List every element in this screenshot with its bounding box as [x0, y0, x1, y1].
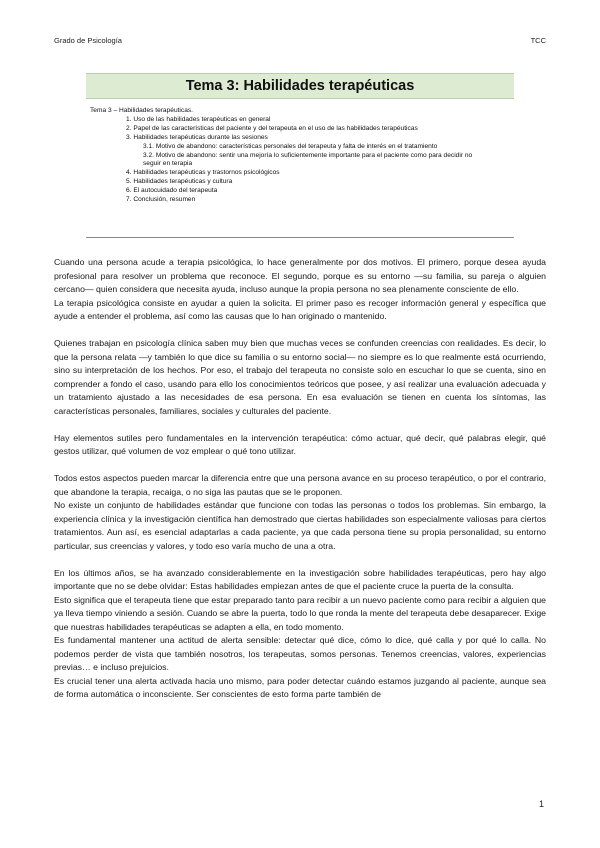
paragraph: Quienes trabajan en psicología clínica saben muy bien que muchas veces se confunden creencias con realidades. Es decir, lo que la persona relata —y también lo que dice su familia o su entorno social— no siempre es lo que realmente está ocurriendo, sino su interpretación de los hechos. Por eso, el trabajo del terapeuta no consiste solo en escuchar lo que se cuenta, sino en comprender a fondo el caso, usando para ello los conocimientos teóricos que posee, y así realizar una evaluación adecuada y un tratamiento ajustado a las necesidades de esa persona. En esa evaluación se tienen en cuenta los síntomas, las características personales, familiares, sociales y culturales del paciente.: [54, 338, 546, 416]
toc-item: 3. Habilidades terapéuticas durante las sesiones: [126, 133, 268, 141]
paragraph: Hay elementos sutiles pero fundamentales en la intervención terapéutica: cómo actuar, qué decir, qué palabras elegir, qué gestos utilizar, qué volumen de voz emplear o qué tono utilizar.: [54, 432, 546, 456]
paragraph: Es crucial tener una alerta activada hacia uno mismo, para poder detectar cuándo estamos juzgando al paciente, aunque sea de forma automática o inconsciente. Ser conscientes de esto forma parte también de: [54, 675, 546, 699]
paragraph: No existe un conjunto de habilidades estándar que funcione con todas las personas o todos los problemas. Sin embargo, la experiencia clínica y la investigación científica han demostrado que ciertas habilidades son especialmente valiosas para ciertos tratamientos. Aun así, es esencial adaptarlas a cada paciente, ya que cada persona tiene su propia personalidad, su entorno particular, sus creencias y valores, y todo eso varía mucho de una a otra.: [54, 500, 546, 551]
paragraph: Todos estos aspectos pueden marcar la diferencia entre que una persona avance en su proceso terapéutico, o por el contrario, que abandone la terapia, recaiga, o no siga las pautas que se le proponen.: [54, 473, 546, 497]
toc-item: 4. Habilidades terapéuticas y trastornos psicológicos: [126, 169, 280, 177]
page-header: [54, 36, 546, 45]
paragraph: En los últimos años, se ha avanzado considerablemente en la investigación sobre habilidades terapéuticas, pero hay algo importante que no se debe olvidar: Estas habilidades empiezan antes de que el paciente cruce la puerta de la consulta.: [54, 567, 546, 591]
toc-item: 5. Habilidades terapéuticas y cultura: [126, 178, 233, 186]
page-number: 1: [538, 799, 544, 809]
paragraph: Es fundamental mantener una actitud de alerta sensible: detectar qué dice, cómo lo dice, qué calla y por qué lo calla. No podemos perder de vista que también nosotros, los terapeutas, somos personas. Tenemos creencias, valores, experiencias previas… e incluso prejuicios.: [54, 635, 546, 672]
toc-item: 6. El autocuidado del terapeuta: [126, 187, 218, 195]
toc-item: 2. Papel de las características del paciente y del terapeuta en el uso de las habilidades terapéuticas: [126, 124, 418, 132]
title-band: [86, 73, 514, 99]
paragraph: Esto significa que el terapeuta tiene que estar preparado tanto para recibir a un nuevo paciente como para recibir a alguien que ya lleva tiempo viniendo a sesión. Cuando se abre la puerta, todo lo que ronda la mente del terapeuta debe desaparecer. Exige que nuestras habilidades terapéuticas se adapten a ella, en todo momento.: [54, 594, 546, 632]
paragraph: Cuando una persona acude a terapia psicológica, lo hace generalmente por dos motivos. El primero, porque desea ayuda profesional para resolver un problema que reconoce. El segundo, porque es su entorno —su familia, su pareja o alguien cercano— quien considera que necesita ayuda, incluso aunque la propia persona no sea plenamente consciente de ello.: [54, 257, 546, 294]
page-title: Tema 3: Habilidades terapéuticas: [185, 78, 415, 94]
header-course: Grado de Psicología: [54, 36, 122, 45]
toc-subitem: 3.2. Motivo de abandono: sentir una mejoría lo suficientemente importante para el paciente como para decidir no seguir en terapia: [143, 151, 473, 168]
paragraph: La terapia psicológica consiste en ayudar a quien la solicita. El primer paso es recoger información general y específica que ayude a entender el problema, así como las causas que lo han originado o mantenido.: [54, 297, 546, 321]
toc-item: 7. Conclusión, resumen: [126, 196, 196, 204]
toc-item: 1. Uso de las habilidades terapéuticas en general: [126, 115, 271, 123]
toc-title: Tema 3 – Habilidades terapéuticas.: [90, 107, 193, 114]
toc-subitem: 3.1. Motivo de abandono: características personales del terapeuta y falta de interés en el tratamiento: [143, 142, 438, 150]
table-of-contents: [86, 107, 514, 238]
header-subject: TCC: [530, 36, 546, 45]
body-text: [54, 256, 546, 702]
